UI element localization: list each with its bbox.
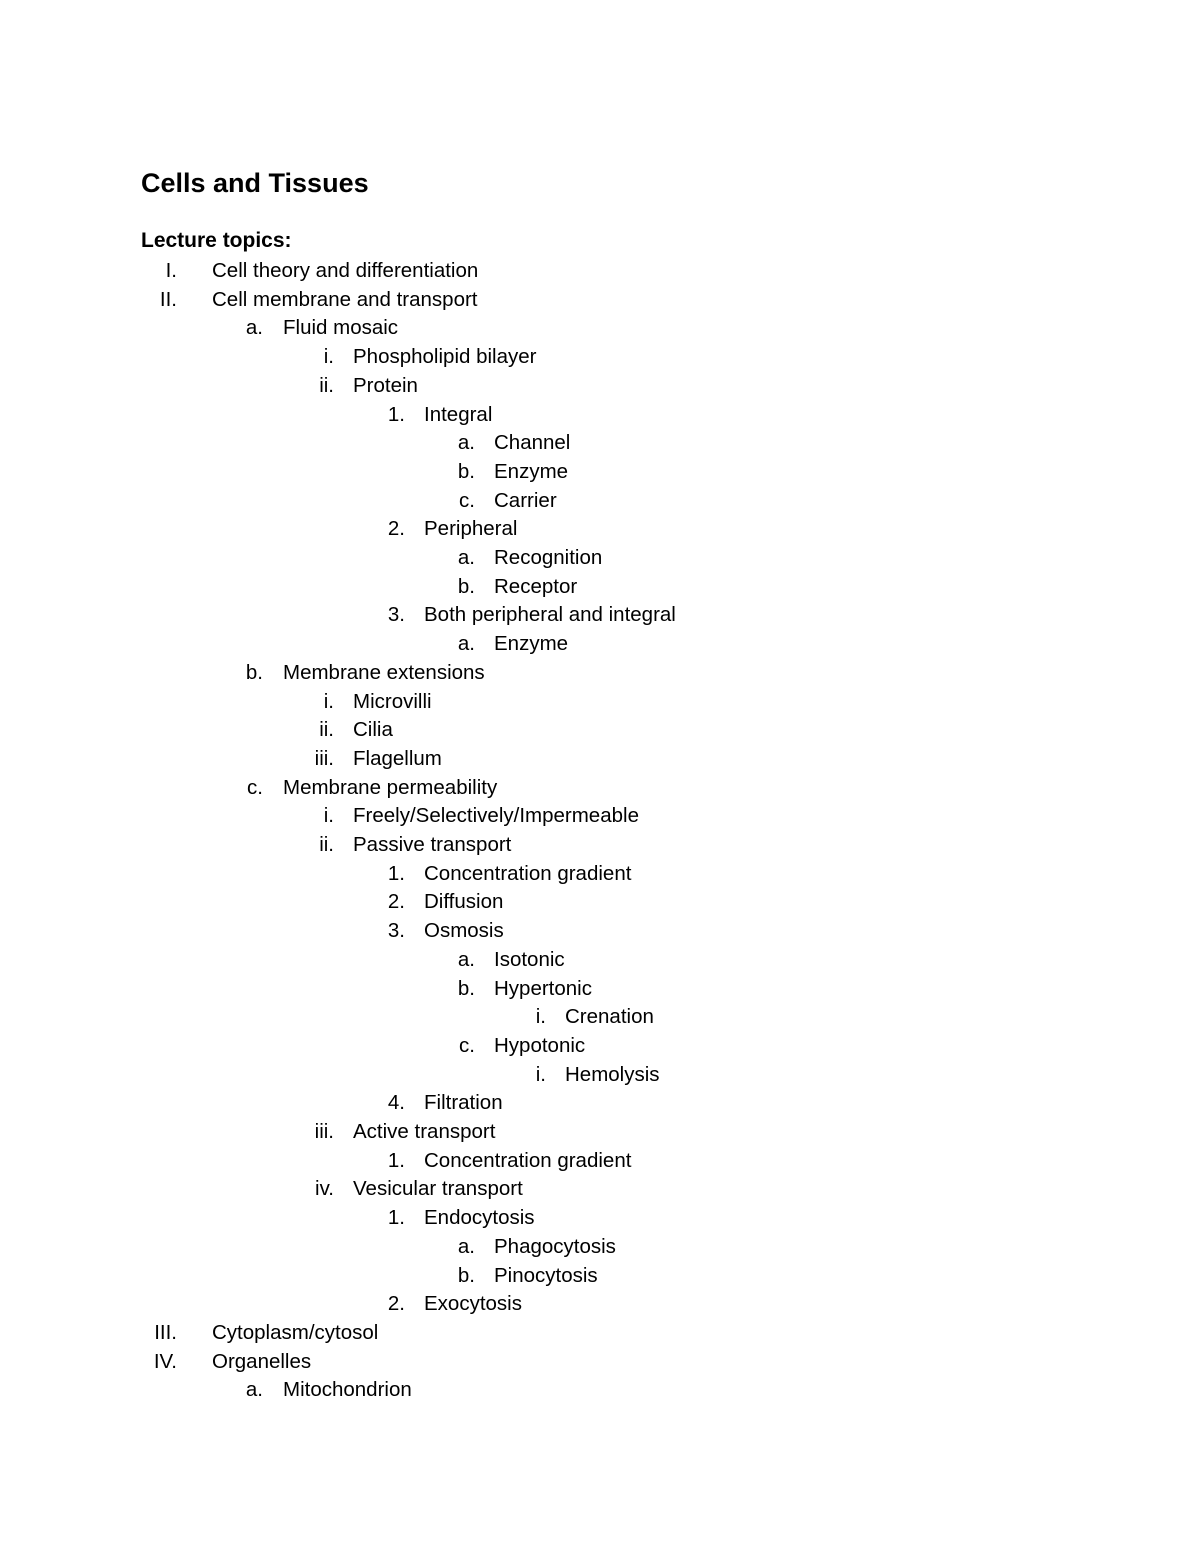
outline-item [0,400,1200,429]
outline-text: Osmosis [424,919,504,943]
outline-item [0,256,1200,285]
outline-marker: a. [457,947,475,971]
outline-marker: a. [457,632,475,656]
outline-marker: a. [245,316,263,340]
outline-marker: b. [245,660,263,684]
outline-item [0,658,1200,687]
outline-item [0,1289,1200,1318]
outline-text: Vesicular transport [353,1177,523,1201]
outline-text: Enzyme [494,459,569,483]
outline-text: Exocytosis [424,1292,522,1316]
outline-text: Cell theory and differentiation [212,259,479,282]
outline-marker: 1. [387,861,405,885]
outline-marker: i. [323,804,334,828]
outline-marker: i. [535,1062,546,1086]
outline-item [0,945,1200,974]
outline-item [0,1347,1200,1376]
outline-marker: b. [457,574,475,598]
outline-text: Organelles [212,1349,312,1373]
outline-marker: 1. [387,1206,405,1230]
outline-marker: i. [535,1005,546,1029]
outline-item [0,428,1200,457]
outline-item [0,916,1200,945]
outline-item [0,1375,1200,1404]
outline-item [0,514,1200,543]
outline-marker: IV. [153,1349,177,1373]
outline-text: Cilia [353,718,393,742]
outline-text: Carrier [494,488,557,512]
outline-marker: 1. [387,1148,405,1172]
outline-marker: b. [457,1263,475,1287]
outline-marker: iii. [314,1120,334,1143]
outline-text: Concentration gradient [424,1148,632,1172]
outline-marker: 3. [387,603,405,627]
outline-text: Hypertonic [494,976,592,1000]
outline-text: Fluid mosaic [283,316,399,340]
outline-marker: iv. [315,1177,334,1201]
outline-item [0,859,1200,888]
outline-text: Hemolysis [565,1062,660,1086]
outline-item [0,974,1200,1003]
outline-item [0,629,1200,658]
outline-marker: a. [457,546,475,569]
outline-item [0,1318,1200,1347]
outline-item [0,1261,1200,1290]
outline-item [0,1232,1200,1261]
outline-item [0,285,1200,314]
outline-item [0,543,1200,572]
outline-item [0,600,1200,629]
outline-marker: III. [154,1320,177,1344]
outline-item [0,887,1200,916]
outline-marker: 2. [387,890,405,914]
outline-marker: 3. [387,919,405,943]
outline-text: Endocytosis [424,1206,535,1230]
outline-text: Membrane extensions [283,660,485,684]
outline-item [0,342,1200,371]
outline-text: Phospholipid bilayer [353,345,537,369]
outline-marker: a. [245,1378,263,1402]
outline-marker: i. [323,345,334,369]
outline-text: Receptor [494,574,578,598]
outline-text: Microvilli [353,689,432,713]
outline-marker: c. [459,488,475,512]
outline-text: Mitochondrion [283,1378,412,1402]
outline-marker: I. [165,259,177,282]
outline-text: Filtration [424,1091,503,1115]
outline-item [0,1117,1200,1146]
outline-item [0,1088,1200,1117]
outline-text: Phagocytosis [494,1234,616,1258]
outline-item [0,486,1200,515]
outline-text: Active transport [353,1120,496,1143]
outline-marker: ii. [319,718,334,742]
outline-item [0,457,1200,486]
outline-item [0,773,1200,802]
outline-item [0,1146,1200,1175]
document-title: Cells and Tissues [141,168,369,198]
outline-marker: b. [457,976,475,1000]
outline-text: Freely/Selectively/Impermeable [353,804,639,828]
outline-marker: II. [159,287,177,311]
outline-item [0,830,1200,859]
outline-item [0,1031,1200,1060]
outline-text: Pinocytosis [494,1263,598,1287]
outline-item [0,744,1200,773]
outline-item [0,371,1200,400]
outline-item [0,313,1200,342]
outline-marker: a. [457,1234,475,1258]
outline-marker: i. [323,689,334,713]
outline-item [0,1002,1200,1031]
outline-text: Both peripheral and integral [424,603,676,627]
outline-marker: 1. [387,402,405,426]
outline-marker: ii. [319,373,334,397]
outline-text: Cell membrane and transport [212,287,478,311]
outline-marker: ii. [319,833,334,856]
outline-text: Recognition [494,546,603,569]
outline-item [0,687,1200,716]
outline-item [0,1203,1200,1232]
outline-text: Crenation [565,1005,654,1029]
outline-item [0,1174,1200,1203]
outline-text: Cytoplasm/cytosol [212,1320,379,1344]
outline-text: Hypotonic [494,1033,586,1057]
outline-marker: b. [457,459,475,483]
outline-marker: 4. [387,1091,405,1115]
outline-text: Passive transport [353,833,512,856]
outline-marker: 2. [387,517,405,541]
outline-item [0,572,1200,601]
outline-item [0,1060,1200,1089]
outline-text: Concentration gradient [424,861,632,885]
outline-marker: 2. [387,1292,405,1316]
outline-text: Peripheral [424,517,518,541]
outline-marker: c. [247,775,263,799]
outline-item [0,715,1200,744]
outline-text: Channel [494,431,571,455]
outline-text: Flagellum [353,746,442,770]
outline-item [0,801,1200,830]
outline-text: Diffusion [424,890,504,914]
outline-marker: iii. [314,746,334,770]
outline-text: Enzyme [494,632,569,656]
outline-marker: a. [457,431,475,455]
outline-marker: c. [459,1033,475,1057]
outline-text: Integral [424,402,493,426]
section-label: Lecture topics: [141,229,292,252]
outline-text: Isotonic [494,947,565,971]
outline-text: Protein [353,373,418,397]
outline-text: Membrane permeability [283,775,498,799]
